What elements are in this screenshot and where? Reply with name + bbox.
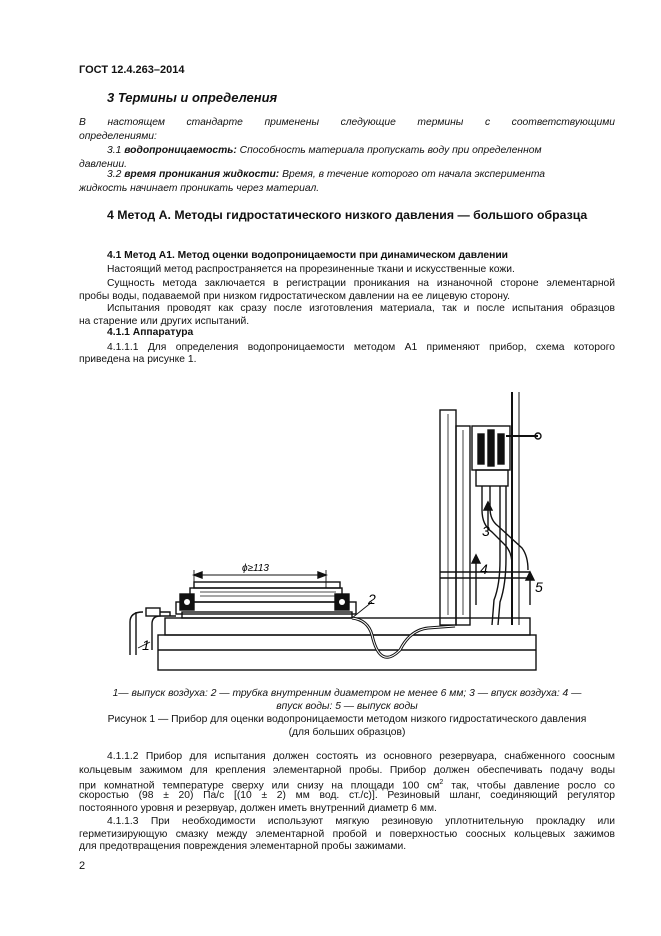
term-3-2-term: время проникания жидкости: bbox=[124, 169, 280, 180]
method-a1-title: 4.1 Метод А1. Метод оценки водопроницаемости при динамическом давлении bbox=[107, 250, 508, 261]
term-3-2-definition-cont: жидкость начинает проникать через материал. bbox=[79, 183, 320, 194]
term-3-2 bbox=[107, 168, 615, 182]
base-plate bbox=[158, 635, 536, 670]
term-3-1-definition-cont: давлении. bbox=[79, 159, 127, 170]
figure-caption-line1: Рисунок 1 — Прибор для оценки водопроницаемости методом низкого гидростатического давления bbox=[107, 714, 587, 725]
callout-1: 1 bbox=[142, 637, 150, 653]
paragraph-essence-line2: пробы воды, подаваемой при низком гидростатическом давлении на ее лицевую сторону. bbox=[79, 291, 510, 302]
paragraph-scope: Настоящий метод распространяется на прорезиненные ткани и искусственные кожи. bbox=[107, 264, 515, 275]
figure-legend-line1: 1— выпуск воздуха: 2 — трубка внутренним диаметром не менее 6 мм; 3 — впуск воздуха: 4 — bbox=[112, 688, 582, 699]
paragraph-4113-line1: 4.1.1.3 При необходимости используют мягкую резиновую уплотнительную прокладку или bbox=[107, 816, 615, 827]
callout-5: 5 bbox=[535, 579, 543, 595]
paragraph-4113-line3: для предотвращения повреждения элементарной пробы зажимами. bbox=[79, 841, 407, 852]
term-3-1-term: водопроницаемость: bbox=[124, 145, 237, 156]
dimension-label: ϕ≥113 bbox=[242, 563, 269, 574]
callout-2: 2 bbox=[368, 591, 376, 607]
paragraph-4113-line2: герметизирующую смазку между элементарной пробой и поверхностью соосных кольцевых зажимов bbox=[79, 829, 615, 840]
callout-3: 3 bbox=[482, 523, 490, 539]
paragraph-4112-line5: постоянного уровня и резервуар, должен иметь внутренний диаметр 6 мм. bbox=[79, 803, 437, 814]
paragraph-4112-line2: кольцевым зажимом для крепления элементарной пробы. Прибор должен обеспечивать подачу воды bbox=[79, 765, 615, 776]
section-3-intro-line2: определениями: bbox=[79, 131, 157, 142]
paragraph-4111-line1: 4.1.1.1 Для определения водопроницаемости методом А1 применяют прибор, схема которого bbox=[107, 342, 615, 353]
paragraph-4111-line2: приведена на рисунке 1. bbox=[79, 354, 197, 365]
callout-4: 4 bbox=[480, 561, 488, 577]
reservoir-upper-ring bbox=[190, 588, 342, 602]
section-4-title: 4 Метод А. Методы гидростатического низкого давления — большого образца bbox=[107, 208, 588, 222]
page-number: 2 bbox=[79, 860, 86, 872]
term-3-2-number: 3.2 bbox=[107, 169, 122, 180]
paragraph-tests-line1: Испытания проводят как сразу после изготовления материала, так и после испытания образцов bbox=[107, 303, 615, 314]
section-3-title: 3 Термины и определения bbox=[107, 90, 278, 105]
document-header: ГОСТ 12.4.263–2014 bbox=[79, 64, 185, 76]
reservoir-lower-ring bbox=[182, 612, 352, 618]
term-3-2-definition: Время, в течение которого от начала эксперимента bbox=[282, 169, 546, 180]
support-plate bbox=[165, 618, 530, 635]
figure-caption-line2: (для больших образцов) bbox=[288, 727, 406, 738]
paragraph-4112-line1: 4.1.1.2 Прибор для испытания должен состоять из основного резервуара, снабженного соосным bbox=[107, 751, 615, 762]
paragraph-4112-line4: скоростью (98 ± 20) Па/с [(10 ± 2) мм вод. ст./с)]. Резиновый шланг, соединяющий регулятор bbox=[79, 790, 615, 801]
paragraph-essence-line1: Сущность метода заключается в регистрации проникания на изнаночной стороне элементарной bbox=[107, 278, 615, 289]
paragraph-4112-line3: при комнатной температуре сверху или снизу на площади 100 $см^2$ так, чтобы давление росло со bbox=[79, 779, 615, 792]
figure-legend-line2: впуск воды: 5 — выпуск воды bbox=[276, 701, 418, 712]
term-3-1 bbox=[107, 144, 615, 158]
apparatus-figure bbox=[110, 380, 550, 680]
term-3-1-definition: Способность материала пропускать воду при определенном bbox=[239, 145, 542, 156]
term-3-1-number: 3.1 bbox=[107, 145, 122, 156]
section-3-intro-line1: В настоящем стандарте применены следующие термины с соответствующими bbox=[79, 117, 615, 128]
apparatus-title: 4.1.1 Аппаратура bbox=[107, 327, 194, 338]
paragraph-tests-line2: на старение или других испытаний. bbox=[79, 316, 250, 327]
